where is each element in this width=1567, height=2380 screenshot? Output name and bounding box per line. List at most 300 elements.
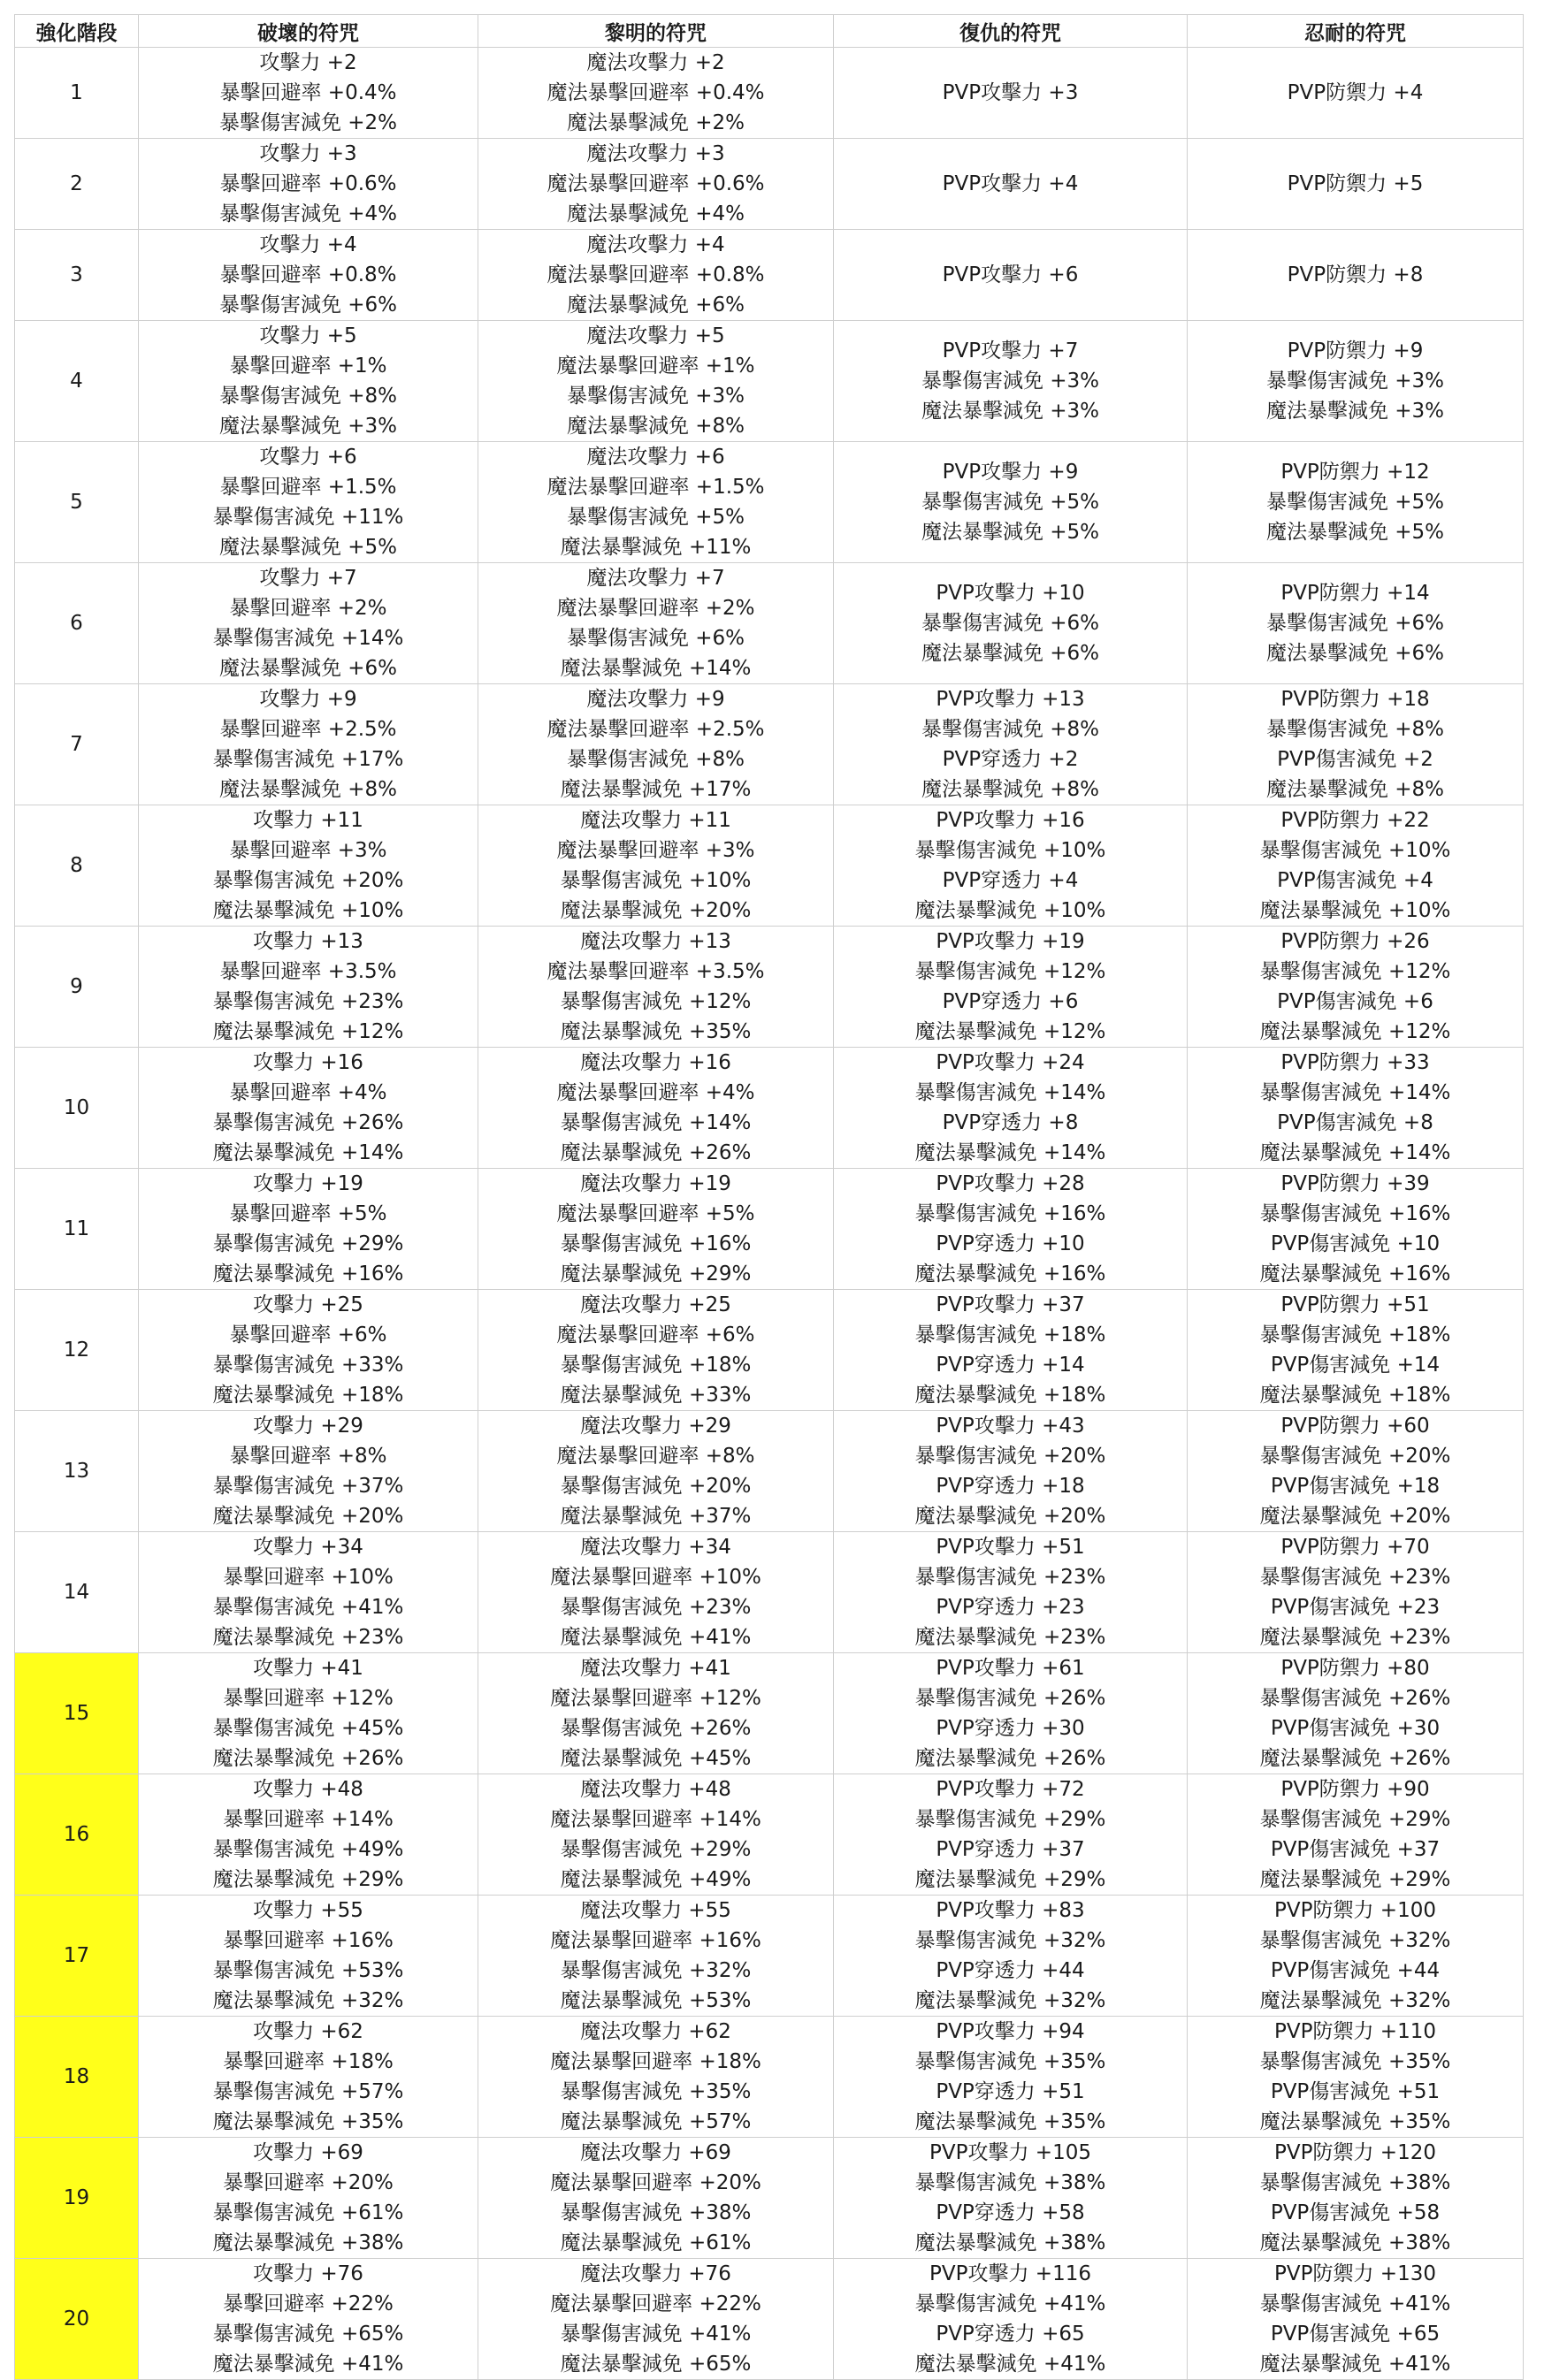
stat-line: 暴擊回避率 +14% [223,1808,394,1831]
endurance-cell [1188,230,1524,321]
destruction-cell [139,321,478,442]
stat-line: PVP攻擊力 +51 [936,1536,1085,1559]
dawn-cell [478,2259,834,2380]
stat-line: PVP傷害減免 +8 [1277,1111,1433,1134]
stat-line: PVP防禦力 +22 [1280,809,1430,832]
stat-line: 暴擊回避率 +5% [229,1202,387,1225]
stat-line: PVP傷害減免 +44 [1270,1959,1441,1982]
stat-line: 暴擊傷害減免 +26% [560,1717,752,1740]
stat-line: 攻擊力 +29 [253,1415,363,1438]
stat-line: 魔法暴擊減免 +65% [560,2353,752,2376]
stat-line: PVP防禦力 +60 [1280,1415,1430,1438]
stat-line: 魔法暴擊減免 +12% [1259,1020,1451,1043]
talisman-enhancement-table [14,14,1524,2380]
stat-line: 暴擊傷害減免 +53% [212,1959,404,1982]
stat-line: 魔法暴擊減免 +35% [1259,2110,1451,2133]
stat-line: 暴擊傷害減免 +18% [914,1323,1106,1346]
endurance-cell [1188,1653,1524,1774]
stat-line: PVP穿透力 +30 [936,1717,1085,1740]
endurance-cell [1188,1774,1524,1896]
stat-line: 魔法暴擊減免 +32% [1259,1989,1451,2012]
stat-line: 魔法暴擊減免 +14% [560,657,752,680]
stat-line: 魔法攻擊力 +48 [580,1778,731,1801]
dawn-cell [478,2017,834,2138]
stat-line: 暴擊回避率 +1.5% [219,476,397,499]
stat-line: PVP防禦力 +70 [1280,1536,1430,1559]
stat-line: 暴擊傷害減免 +11% [212,506,404,529]
stat-line: PVP攻擊力 +13 [936,688,1085,711]
stat-line: PVP傷害減免 +18 [1270,1475,1441,1498]
destruction-cell [139,2017,478,2138]
stat-line: 暴擊傷害減免 +38% [914,2171,1106,2194]
table-row [15,1896,1524,2017]
stat-line: PVP攻擊力 +10 [936,582,1085,605]
stat-line: 魔法暴擊減免 +10% [212,899,404,922]
table-row [15,230,1524,321]
stage-cell: 10 [15,1048,139,1169]
destruction-cell [139,1896,478,2017]
table-row [15,1532,1524,1653]
stat-line: 魔法攻擊力 +29 [580,1415,731,1438]
endurance-cell [1188,2138,1524,2259]
stat-line: 魔法暴擊減免 +20% [560,899,752,922]
vengeance-cell [834,1411,1188,1532]
stat-line: 魔法攻擊力 +76 [580,2262,731,2285]
stat-line: 魔法暴擊減免 +14% [212,1141,404,1164]
stat-line: 魔法暴擊減免 +29% [212,1868,404,1891]
stage-cell: 11 [15,1169,139,1290]
stat-line: 魔法暴擊減免 +3% [218,415,398,438]
stat-line: 暴擊回避率 +3.5% [219,960,397,983]
stat-line: PVP防禦力 +8 [1287,263,1424,286]
stat-line: PVP攻擊力 +105 [929,2141,1091,2164]
endurance-cell [1188,927,1524,1048]
stat-line: PVP傷害減免 +65 [1270,2323,1441,2346]
stat-line: 魔法攻擊力 +62 [580,2020,731,2043]
vengeance-cell [834,2017,1188,2138]
endurance-cell [1188,805,1524,927]
stat-line: PVP攻擊力 +28 [936,1172,1085,1195]
stat-line: 魔法暴擊減免 +32% [914,1989,1106,2012]
vengeance-cell [834,1048,1188,1169]
stat-line: 魔法暴擊減免 +41% [560,1626,752,1649]
stage-cell: 7 [15,684,139,805]
stat-line: PVP防禦力 +39 [1280,1172,1430,1195]
stat-line: 魔法暴擊減免 +26% [1259,1747,1451,1770]
stat-line: 魔法攻擊力 +16 [580,1051,731,1074]
table-row [15,1048,1524,1169]
stat-line: 暴擊回避率 +16% [223,1929,394,1952]
stat-line: 魔法暴擊減免 +10% [914,899,1106,922]
stat-line: 暴擊傷害減免 +35% [914,2050,1106,2073]
stat-line: 暴擊傷害減免 +26% [914,1687,1106,1710]
stat-line: 暴擊傷害減免 +20% [212,869,404,892]
stage-cell: 9 [15,927,139,1048]
stat-line: 暴擊回避率 +0.6% [219,172,397,195]
vengeance-cell [834,1532,1188,1653]
stat-line: 魔法暴擊減免 +41% [914,2353,1106,2376]
stat-line: PVP穿透力 +58 [936,2201,1085,2224]
dawn-cell [478,927,834,1048]
stat-line: PVP穿透力 +65 [936,2323,1085,2346]
stat-line: 魔法暴擊減免 +23% [914,1626,1106,1649]
stat-line: 暴擊傷害減免 +32% [914,1929,1106,1952]
stat-line: PVP穿透力 +44 [936,1959,1085,1982]
stat-line: 暴擊傷害減免 +41% [914,2292,1106,2315]
destruction-cell [139,1532,478,1653]
stat-line: 魔法暴擊減免 +49% [560,1868,752,1891]
stat-line: PVP傷害減免 +37 [1270,1838,1441,1861]
stat-line: 魔法暴擊回避率 +2.5% [547,718,765,741]
stat-line: 魔法暴擊減免 +41% [212,2353,404,2376]
stat-line: PVP防禦力 +51 [1280,1293,1430,1316]
stat-line: PVP攻擊力 +83 [936,1899,1085,1922]
stat-line: PVP穿透力 +10 [936,1232,1085,1255]
stat-line: 暴擊傷害減免 +29% [914,1808,1106,1831]
stat-line: 暴擊傷害減免 +20% [1259,1445,1451,1468]
stat-line: 暴擊傷害減免 +12% [1259,960,1451,983]
stat-line: 魔法攻擊力 +7 [586,567,725,590]
stat-line: 魔法暴擊回避率 +0.6% [547,172,765,195]
stat-line: 暴擊回避率 +2% [229,597,387,620]
stat-line: 魔法暴擊減免 +38% [1259,2231,1451,2254]
stat-line: 暴擊回避率 +22% [223,2292,394,2315]
stat-line: 暴擊傷害減免 +45% [212,1717,404,1740]
stat-line: 魔法暴擊減免 +38% [914,2231,1106,2254]
stat-line: 魔法暴擊回避率 +8% [556,1445,755,1468]
stat-line: PVP傷害減免 +30 [1270,1717,1441,1740]
stat-line: PVP攻擊力 +94 [936,2020,1085,2043]
stat-line: 暴擊傷害減免 +6% [566,627,745,650]
stat-line: PVP穿透力 +51 [936,2080,1085,2103]
dawn-cell [478,1896,834,2017]
vengeance-cell [834,2259,1188,2380]
stat-line: 魔法暴擊減免 +18% [212,1384,404,1407]
stat-line: 攻擊力 +62 [253,2020,363,2043]
stat-line: PVP穿透力 +23 [936,1596,1085,1619]
endurance-cell [1188,442,1524,563]
stat-line: 攻擊力 +3 [259,142,357,165]
destruction-cell [139,442,478,563]
stat-line: 魔法暴擊回避率 +4% [556,1081,755,1104]
stage-cell: 3 [15,230,139,321]
stat-line: PVP穿透力 +6 [942,990,1079,1013]
stat-line: PVP攻擊力 +24 [936,1051,1085,1074]
stat-line: 魔法暴擊減免 +6% [1265,642,1445,665]
stat-line: 暴擊傷害減免 +16% [560,1232,752,1255]
stat-line: 魔法暴擊減免 +20% [914,1505,1106,1528]
dawn-cell [478,442,834,563]
stat-line: 攻擊力 +2 [259,51,357,74]
stat-line: 攻擊力 +16 [253,1051,363,1074]
stat-line: 暴擊傷害減免 +32% [560,1959,752,1982]
header-dawn-talisman: 黎明的符咒 [478,15,834,48]
stat-line: 暴擊傷害減免 +37% [212,1475,404,1498]
table-row [15,805,1524,927]
stat-line: 魔法暴擊減免 +23% [1259,1626,1451,1649]
stat-line: 魔法暴擊減免 +29% [1259,1868,1451,1891]
stat-line: 攻擊力 +25 [253,1293,363,1316]
destruction-cell [139,1290,478,1411]
stat-line: 暴擊傷害減免 +16% [1259,1202,1451,1225]
stat-line: 攻擊力 +76 [253,2262,363,2285]
dawn-cell [478,139,834,230]
stat-line: 攻擊力 +11 [253,809,363,832]
stat-line: 魔法暴擊減免 +5% [218,536,398,559]
stat-line: 魔法暴擊減免 +26% [914,1747,1106,1770]
endurance-cell [1188,2017,1524,2138]
vengeance-cell [834,927,1188,1048]
vengeance-cell [834,1653,1188,1774]
stage-cell: 1 [15,48,139,139]
stat-line: 暴擊傷害減免 +61% [212,2201,404,2224]
endurance-cell [1188,1169,1524,1290]
table-header [15,15,1524,48]
stat-line: 魔法暴擊減免 +10% [1259,899,1451,922]
destruction-cell [139,2138,478,2259]
stat-line: 暴擊傷害減免 +65% [212,2323,404,2346]
table-row [15,1774,1524,1896]
stat-line: 暴擊傷害減免 +8% [566,748,745,771]
stat-line: 暴擊傷害減免 +8% [218,385,398,408]
stat-line: 魔法攻擊力 +55 [580,1899,731,1922]
stat-line: 暴擊回避率 +18% [223,2050,394,2073]
stat-line: 魔法暴擊減免 +20% [212,1505,404,1528]
stage-cell: 13 [15,1411,139,1532]
stat-line: 暴擊傷害減免 +32% [1259,1929,1451,1952]
stat-line: 魔法暴擊減免 +26% [212,1747,404,1770]
stage-cell: 18 [15,2017,139,2138]
stat-line: 魔法暴擊減免 +57% [560,2110,752,2133]
stat-line: 魔法攻擊力 +5 [586,324,725,347]
stat-line: PVP防禦力 +18 [1280,688,1430,711]
stat-line: 暴擊傷害減免 +14% [560,1111,752,1134]
stat-line: PVP攻擊力 +19 [936,930,1085,953]
table-row [15,927,1524,1048]
stage-cell: 14 [15,1532,139,1653]
stat-line: 暴擊傷害減免 +23% [560,1596,752,1619]
stat-line: 暴擊傷害減免 +26% [212,1111,404,1134]
stat-line: PVP防禦力 +12 [1280,461,1430,484]
stat-line: 攻擊力 +6 [259,446,357,469]
stat-line: 暴擊回避率 +2.5% [219,718,397,741]
stat-line: 攻擊力 +9 [259,688,357,711]
stat-line: 暴擊傷害減免 +38% [560,2201,752,2224]
stat-line: PVP防禦力 +110 [1274,2020,1436,2043]
dawn-cell [478,2138,834,2259]
stat-line: 攻擊力 +19 [253,1172,363,1195]
stage-cell: 6 [15,563,139,684]
stat-line: 魔法暴擊減免 +35% [212,2110,404,2133]
stat-line: 暴擊傷害減免 +26% [1259,1687,1451,1710]
stat-line: 暴擊傷害減免 +10% [914,839,1106,862]
stat-line: 魔法攻擊力 +11 [580,809,731,832]
dawn-cell [478,1532,834,1653]
stat-line: 暴擊傷害減免 +2% [218,111,398,134]
stat-line: 攻擊力 +34 [253,1536,363,1559]
stat-line: 攻擊力 +69 [253,2141,363,2164]
vengeance-cell [834,2138,1188,2259]
stage-cell: 2 [15,139,139,230]
stat-line: 暴擊傷害減免 +20% [560,1475,752,1498]
endurance-cell [1188,684,1524,805]
stat-line: 暴擊傷害減免 +23% [212,990,404,1013]
stat-line: PVP攻擊力 +43 [936,1415,1085,1438]
stat-line: 魔法暴擊減免 +6% [921,642,1100,665]
stat-line: 魔法暴擊減免 +41% [1259,2353,1451,2376]
stat-line: PVP攻擊力 +6 [942,263,1079,286]
stat-line: PVP防禦力 +130 [1274,2262,1436,2285]
stat-line: PVP防禦力 +9 [1287,339,1424,362]
stat-line: PVP穿透力 +18 [936,1475,1085,1498]
destruction-cell [139,1048,478,1169]
stat-line: 魔法暴擊減免 +16% [1259,1262,1451,1285]
stat-line: 暴擊傷害減免 +10% [560,869,752,892]
stat-line: 魔法暴擊回避率 +3.5% [547,960,765,983]
stat-line: PVP防禦力 +90 [1280,1778,1430,1801]
stat-line: 魔法暴擊回避率 +2% [556,597,755,620]
stat-line: 魔法暴擊減免 +4% [566,202,745,225]
stat-line: 魔法暴擊回避率 +16% [550,1929,761,1952]
stat-line: PVP攻擊力 +3 [942,81,1079,104]
stat-line: 魔法暴擊減免 +18% [914,1384,1106,1407]
stat-line: 魔法暴擊回避率 +20% [550,2171,761,2194]
dawn-cell [478,1411,834,1532]
stat-line: 暴擊傷害減免 +29% [560,1838,752,1861]
stat-line: 暴擊傷害減免 +41% [1259,2292,1451,2315]
stat-line: 魔法暴擊回避率 +3% [556,839,755,862]
stat-line: 魔法暴擊回避率 +6% [556,1323,755,1346]
stat-line: 暴擊傷害減免 +18% [1259,1323,1451,1346]
stat-line: 攻擊力 +41 [253,1657,363,1680]
table-body [15,48,1524,2380]
stat-line: 暴擊傷害減免 +5% [921,491,1100,514]
destruction-cell [139,48,478,139]
vengeance-cell [834,321,1188,442]
stat-line: 暴擊傷害減免 +35% [1259,2050,1451,2073]
stat-line: 魔法攻擊力 +2 [586,51,725,74]
stat-line: 魔法暴擊減免 +45% [560,1747,752,1770]
header-vengeance-talisman: 復仇的符咒 [834,15,1188,48]
stat-line: 魔法暴擊減免 +3% [1265,400,1445,423]
stat-line: 暴擊回避率 +3% [229,839,387,862]
vengeance-cell [834,684,1188,805]
stat-line: 魔法暴擊減免 +53% [560,1989,752,2012]
stat-line: PVP攻擊力 +61 [936,1657,1085,1680]
destruction-cell [139,1411,478,1532]
stat-line: PVP穿透力 +37 [936,1838,1085,1861]
stat-line: 魔法暴擊減免 +33% [560,1384,752,1407]
stat-line: 暴擊傷害減免 +5% [566,506,745,529]
endurance-cell [1188,1896,1524,2017]
dawn-cell [478,1169,834,1290]
header-row [15,15,1524,48]
dawn-cell [478,1653,834,1774]
table-row [15,139,1524,230]
endurance-cell [1188,139,1524,230]
stage-cell: 15 [15,1653,139,1774]
stat-line: 暴擊回避率 +0.8% [219,263,397,286]
stat-line: 魔法攻擊力 +13 [580,930,731,953]
table-row [15,321,1524,442]
dawn-cell [478,805,834,927]
stat-line: 魔法暴擊減免 +2% [566,111,745,134]
stat-line: 魔法暴擊回避率 +1% [556,355,755,378]
stat-line: PVP攻擊力 +4 [942,172,1079,195]
stat-line: 魔法暴擊減免 +8% [218,778,398,801]
stat-line: 暴擊傷害減免 +23% [1259,1566,1451,1589]
endurance-cell [1188,321,1524,442]
vengeance-cell [834,1290,1188,1411]
stat-line: 魔法暴擊減免 +16% [212,1262,404,1285]
stat-line: 魔法攻擊力 +34 [580,1536,731,1559]
dawn-cell [478,48,834,139]
stat-line: 攻擊力 +13 [253,930,363,953]
stat-line: PVP攻擊力 +116 [929,2262,1091,2285]
stat-line: 魔法暴擊回避率 +0.8% [547,263,765,286]
vengeance-cell [834,1169,1188,1290]
table-row [15,563,1524,684]
stat-line: 暴擊回避率 +8% [229,1445,387,1468]
stat-line: PVP穿透力 +8 [942,1111,1079,1134]
stat-line: 魔法暴擊減免 +6% [218,657,398,680]
destruction-cell [139,230,478,321]
stage-cell: 17 [15,1896,139,2017]
destruction-cell [139,563,478,684]
vengeance-cell [834,805,1188,927]
dawn-cell [478,321,834,442]
stat-line: 暴擊回避率 +20% [223,2171,394,2194]
stat-line: 魔法暴擊減免 +12% [914,1020,1106,1043]
destruction-cell [139,927,478,1048]
table-row [15,2259,1524,2380]
stat-line: PVP防禦力 +100 [1274,1899,1436,1922]
stat-line: PVP傷害減免 +58 [1270,2201,1441,2224]
stat-line: 魔法暴擊減免 +17% [560,778,752,801]
stat-line: 暴擊傷害減免 +29% [212,1232,404,1255]
stat-line: 暴擊傷害減免 +23% [914,1566,1106,1589]
destruction-cell [139,805,478,927]
stat-line: 暴擊傷害減免 +14% [212,627,404,650]
vengeance-cell [834,230,1188,321]
stat-line: 攻擊力 +5 [259,324,357,347]
endurance-cell [1188,563,1524,684]
dawn-cell [478,230,834,321]
stat-line: 魔法攻擊力 +4 [586,233,725,256]
stat-line: 暴擊傷害減免 +3% [1265,370,1445,393]
endurance-cell [1188,1411,1524,1532]
stat-line: PVP攻擊力 +16 [936,809,1085,832]
stat-line: 魔法暴擊減免 +18% [1259,1384,1451,1407]
vengeance-cell [834,563,1188,684]
stat-line: 暴擊傷害減免 +38% [1259,2171,1451,2194]
stat-line: PVP穿透力 +4 [942,869,1079,892]
stat-line: PVP攻擊力 +7 [942,339,1079,362]
stat-line: PVP傷害減免 +10 [1270,1232,1441,1255]
stat-line: 暴擊回避率 +0.4% [219,81,397,104]
stat-line: 魔法暴擊回避率 +10% [550,1566,761,1589]
stat-line: PVP攻擊力 +9 [942,461,1079,484]
vengeance-cell [834,442,1188,563]
stage-cell: 16 [15,1774,139,1896]
stat-line: 魔法暴擊減免 +35% [560,1020,752,1043]
table-row [15,2138,1524,2259]
stat-line: 暴擊傷害減免 +6% [218,294,398,317]
stat-line: 暴擊傷害減免 +18% [560,1354,752,1377]
stat-line: 攻擊力 +55 [253,1899,363,1922]
stat-line: 魔法暴擊減免 +14% [914,1141,1106,1164]
stat-line: 暴擊傷害減免 +49% [212,1838,404,1861]
